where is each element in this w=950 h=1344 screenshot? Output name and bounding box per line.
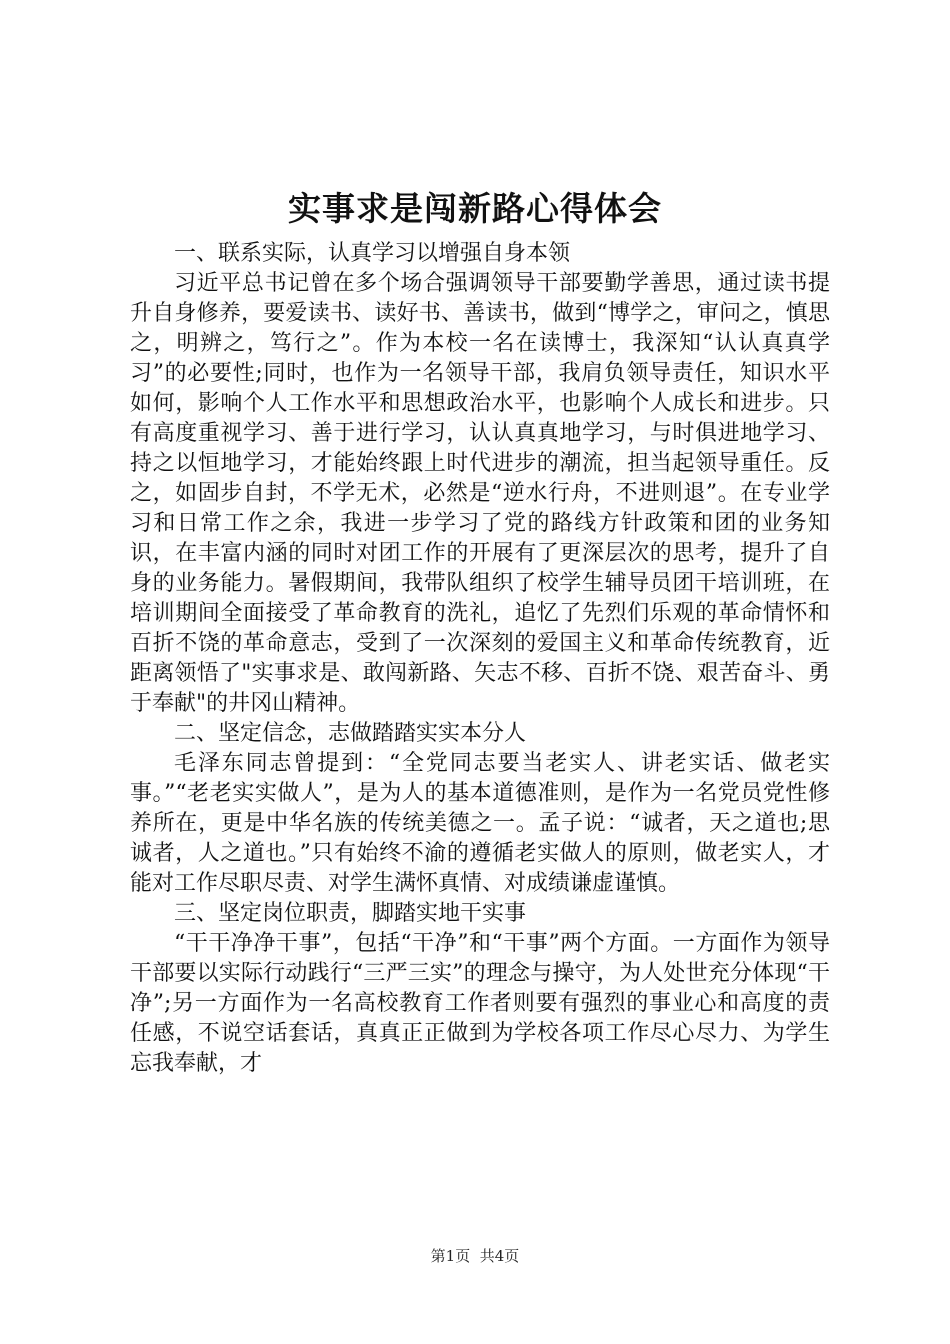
document-body bbox=[130, 239, 830, 1079]
paragraph-1: 习近平总书记曾在多个场合强调领导干部要勤学善思，通过读书提升自身修养，要爱读书、读好书、善读书，做到“博学之，审问之，慎思之，明辨之，笃行之”。作为本校一名在读博士，我深知“认认真真学习”的必要性;同时，也作为一名领导干部，我肩负领导责任，知识水平如何，影响个人工作水平和思想政治水平，也影响个人成长和进步。只有高度重视学习、善于进行学习，认认真真地学习，与时俱进地学习、持之以恒地学习，才能始终跟上时代进步的潮流，担当起领导重任。反之，如固步自封，不学无术，必然是“逆水行舟，不进则退”。在专业学习和日常工作之余，我进一步学习了党的路线方针政策和团的业务知识，在丰富内涵的同时对团工作的开展有了更深层次的思考，提升了自身的业务能力。暑假期间，我带队组织了校学生辅导员团干培训班，在培训期间全面接受了革命教育的洗礼，追忆了先烈们乐观的革命情怀和百折不饶的革命意志，受到了一次深刻的爱国主义和革命传统教育，近距离领悟了"实事求是、敢闯新路、矢志不移、百折不饶、艰苦奋斗、勇于奉献"的井冈山精神。 bbox=[130, 271, 830, 716]
section-heading-2: 二、坚定信念，志做踏踏实实本分人 bbox=[174, 721, 527, 746]
section-heading-1: 一、联系实际，认真学习以增强自身本领 bbox=[174, 241, 571, 266]
page-number: 第1页 bbox=[430, 1247, 471, 1265]
paragraph-2: 毛泽东同志曾提到：“全党同志要当老实人、讲老实话、做老实事。”“老老实实做人”，是为人的基本道德准则，是作为一名党员党性修养所在，更是中华名族的传统美德之一。孟子说：“诚者，天之道也;思诚者，人之道也。”只有始终不渝的遵循老实做人的原则，做老实人，才能对工作尽职尽责、对学生满怀真情、对成绩谦虚谨慎。 bbox=[130, 751, 830, 896]
document-title: 实事求是闯新路心得体会 bbox=[288, 189, 662, 228]
page-total: 共4页 bbox=[479, 1247, 520, 1265]
page-footer bbox=[0, 1246, 950, 1266]
paragraph-3: “干干净净干事”，包括“干净”和“干事”两个方面。一方面作为领导干部要以实际行动践行“三严三实”的理念与操守，为人处世充分体现“干净”;另一方面作为一名高校教育工作者则要有强烈的事业心和高度的责任感，不说空话套话，真真正正做到为学校各项工作尽心尽力、为学生忘我奉献，才 bbox=[130, 931, 831, 1076]
footer-spacer bbox=[470, 1247, 480, 1265]
section-heading-3: 三、坚定岗位职责，脚踏实地干实事 bbox=[174, 901, 527, 926]
